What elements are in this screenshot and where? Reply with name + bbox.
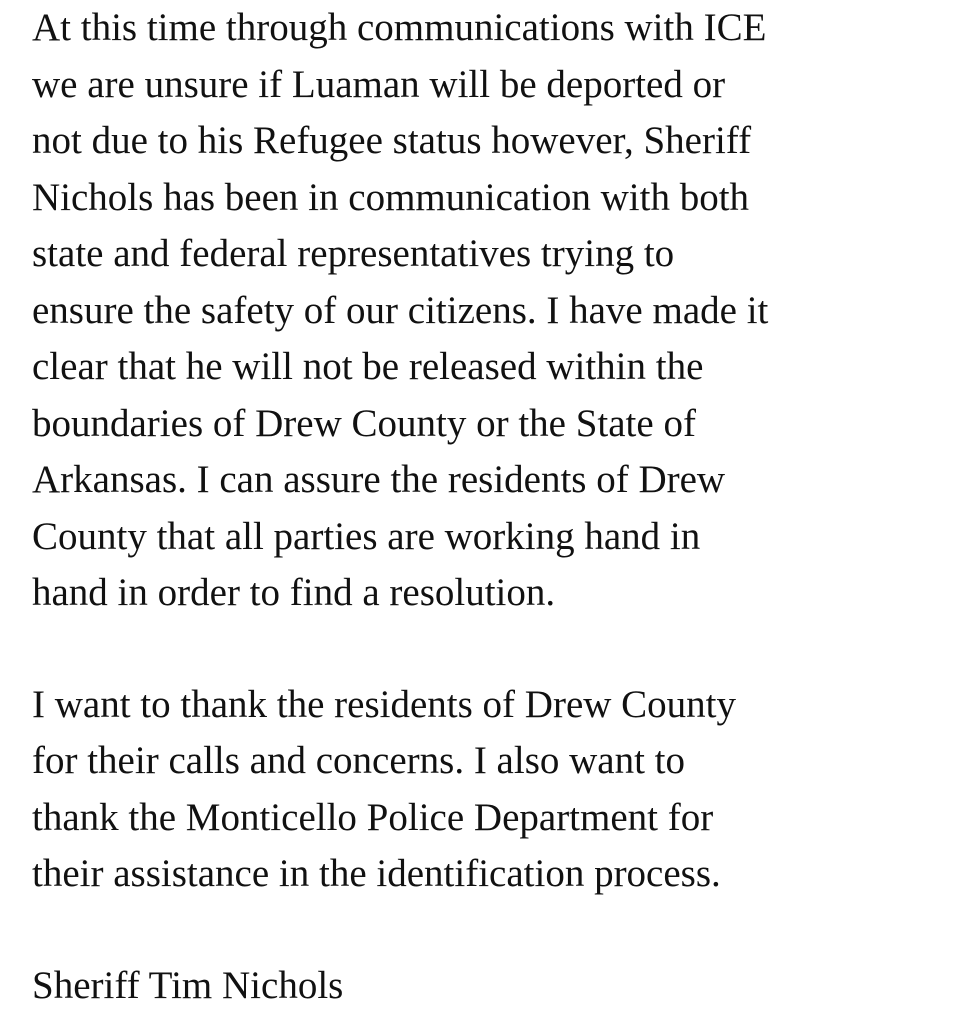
- paragraph-spacer: [32, 622, 958, 677]
- text-line: Arkansas. I can assure the residents of Drew: [32, 458, 726, 501]
- text-line: boundaries of Drew County or the State of: [32, 401, 696, 445]
- letter-document: [32, 0, 958, 1014]
- text-line: state and federal representatives trying to: [32, 232, 675, 275]
- text-line: I want to thank the residents of Drew County: [32, 682, 737, 726]
- paragraph-thanks: [32, 677, 958, 903]
- text-line: Nichols has been in communication with both: [32, 175, 750, 219]
- text-line: for their calls and concerns. I also want to: [32, 739, 686, 782]
- text-line: hand in order to find a resolution.: [32, 571, 556, 614]
- text-line: At this time through communications with ICE: [32, 6, 767, 49]
- text-line: ensure the safety of our citizens. I have made it: [32, 288, 769, 332]
- signature-text: Sheriff Tim Nichols: [32, 963, 344, 1007]
- text-line: not due to his Refugee status however, Sheriff: [32, 119, 752, 162]
- text-line: clear that he will not be released within the: [32, 345, 704, 388]
- text-line: County that all parties are working hand in: [32, 514, 701, 558]
- paragraph-spacer: [32, 903, 958, 958]
- text-line: thank the Monticello Police Department for: [32, 795, 714, 839]
- text-line: their assistance in the identification process.: [32, 852, 721, 895]
- text-line: we are unsure if Luaman will be deported or: [32, 62, 726, 106]
- signature: [32, 958, 958, 1015]
- paragraph-ice-status: [32, 0, 958, 622]
